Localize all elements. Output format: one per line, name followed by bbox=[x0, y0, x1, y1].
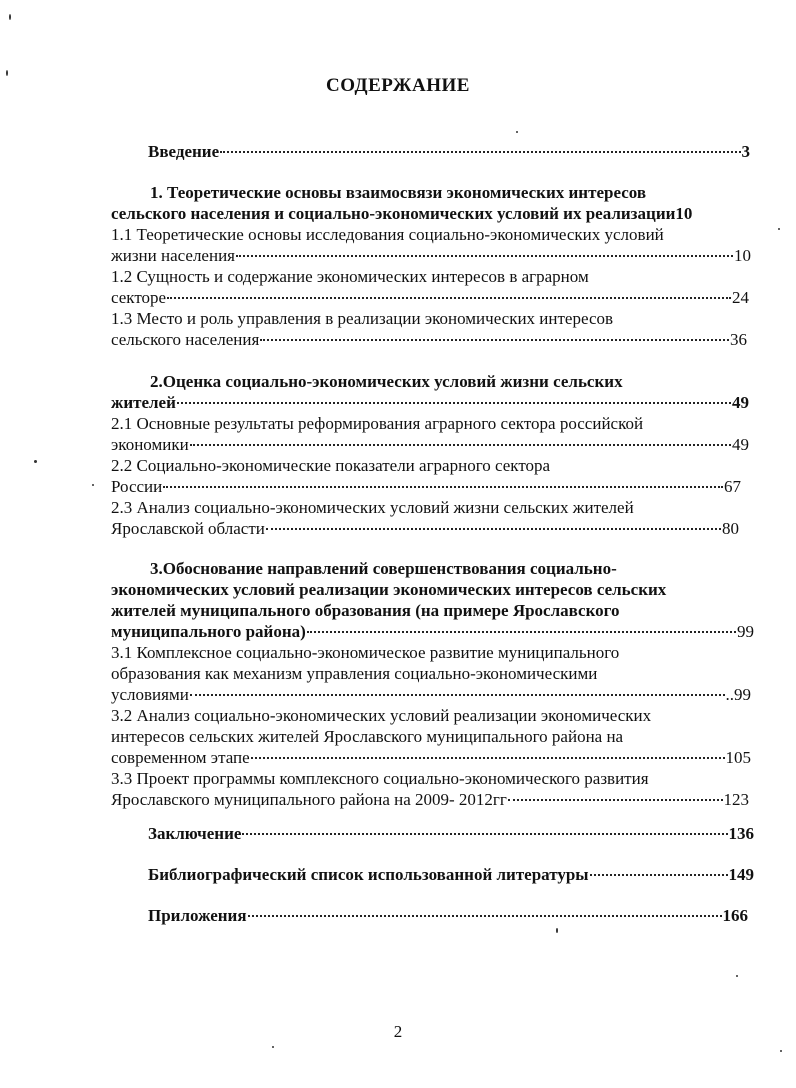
chapter-3-heading-line-4 bbox=[111, 621, 754, 642]
toc-entry-page: 149 bbox=[728, 865, 754, 884]
scan-speck bbox=[6, 70, 8, 76]
scan-speck bbox=[778, 228, 780, 230]
toc-entry-page: ..99 bbox=[725, 685, 751, 704]
section-1-3-line-1: 1.3 Место и роль управления в реализации экономических интересов bbox=[111, 309, 614, 328]
toc-entry-label: жизни населения bbox=[111, 246, 235, 265]
section-2-2-line-2 bbox=[111, 476, 741, 497]
section-2-1-line-1: 2.1 Основные результаты реформирования аграрного сектора российской bbox=[111, 414, 644, 433]
page-title: СОДЕРЖАНИЕ bbox=[326, 75, 470, 96]
dot-leader bbox=[242, 833, 727, 835]
chapter-3-heading-line-3: жителей муниципального образования (на примере Ярославского bbox=[111, 601, 620, 620]
section-3-1-line-3 bbox=[111, 684, 751, 705]
section-3-2-line-1: 3.2 Анализ социально-экономических условий реализации экономических bbox=[111, 706, 652, 725]
dot-leader bbox=[236, 255, 733, 257]
toc-entry-page: 49 bbox=[732, 393, 749, 412]
toc-entry-label: муниципального района) bbox=[111, 622, 306, 641]
section-1-3-line-2 bbox=[111, 329, 747, 350]
toc-entry-label: современном этапе bbox=[111, 748, 250, 767]
dot-leader bbox=[163, 486, 723, 488]
section-1-2-line-1: 1.2 Сущность и содержание экономических интересов в аграрном bbox=[111, 267, 589, 286]
toc-entry-page: 166 bbox=[722, 906, 748, 925]
chapter-2-heading-line-1: 2.Оценка социально-экономических условий жизни сельских bbox=[150, 372, 623, 391]
toc-entry-label: экономики bbox=[111, 435, 189, 454]
section-2-2-line-1: 2.2 Социально-экономические показатели аграрного сектора bbox=[111, 456, 551, 475]
chapter-3-heading-line-1: 3.Обоснование направлений совершенствования социально- bbox=[150, 559, 617, 578]
scan-speck bbox=[780, 1050, 782, 1052]
scan-speck bbox=[516, 131, 518, 133]
section-2-3-line-1: 2.3 Анализ социально-экономических условий жизни сельских жителей bbox=[111, 498, 634, 517]
dot-leader bbox=[307, 631, 736, 633]
section-3-2-line-2: интересов сельских жителей Ярославского муниципального района на bbox=[111, 727, 624, 746]
section-3-1-line-1: 3.1 Комплексное социально-экономическое развитие муниципального bbox=[111, 643, 620, 662]
toc-entry-page: 49 bbox=[732, 435, 749, 454]
toc-entry-page: 67 bbox=[724, 477, 741, 496]
toc-entry-conclusion bbox=[148, 823, 754, 844]
section-1-2-line-2 bbox=[111, 287, 749, 308]
section-1-1-line-2 bbox=[111, 245, 751, 266]
page-number: 2 bbox=[393, 1022, 403, 1041]
toc-entry-page: 10 bbox=[734, 246, 751, 265]
chapter-2-heading-line-2 bbox=[111, 392, 749, 413]
scan-speck bbox=[556, 928, 558, 933]
section-3-1-line-2: образования как механизм управления социально-экономическими bbox=[111, 664, 598, 683]
toc-entry-label: Введение bbox=[148, 142, 220, 161]
chapter-1-heading-line-1: 1. Теоретические основы взаимосвязи экономических интересов bbox=[150, 183, 646, 202]
toc-entry-page: 10 bbox=[675, 204, 693, 223]
toc-entry-introduction bbox=[148, 141, 750, 162]
section-2-1-line-2 bbox=[111, 434, 749, 455]
toc-entry-label: сельского населения и социально-экономических условий их реализации bbox=[111, 204, 676, 223]
section-3-3-line-1: 3.3 Проект программы комплексного социально-экономического развития bbox=[111, 769, 649, 788]
scan-speck bbox=[736, 975, 738, 977]
toc-entry-label: Заключение bbox=[148, 824, 242, 843]
toc-entry-label: секторе bbox=[111, 288, 167, 307]
scan-speck bbox=[34, 460, 37, 463]
toc-entry-page: 36 bbox=[730, 330, 747, 349]
scan-speck bbox=[92, 484, 94, 486]
section-3-2-line-3 bbox=[111, 747, 751, 768]
toc-entry-page: 80 bbox=[722, 519, 739, 538]
dot-leader bbox=[508, 799, 723, 801]
dot-leader bbox=[248, 915, 722, 917]
dot-leader bbox=[177, 402, 731, 404]
section-3-3-line-2 bbox=[111, 789, 749, 810]
scan-speck bbox=[9, 14, 11, 20]
toc-entry-label: сельского населения bbox=[111, 330, 260, 349]
dot-leader bbox=[251, 757, 725, 759]
toc-entry-page: 136 bbox=[728, 824, 754, 843]
toc-entry-label: Приложения bbox=[148, 906, 247, 925]
toc-entry-appendix bbox=[148, 905, 748, 926]
toc-entry-page: 99 bbox=[737, 622, 754, 641]
toc-entry-label: условиями bbox=[111, 685, 189, 704]
toc-entry-page: 24 bbox=[732, 288, 749, 307]
toc-entry-label: России bbox=[111, 477, 163, 496]
toc-entry-label: Библиографический список использованной литературы bbox=[148, 865, 589, 884]
dot-leader bbox=[266, 528, 721, 530]
toc-entry-page: 105 bbox=[725, 748, 751, 767]
dot-leader bbox=[167, 297, 731, 299]
chapter-3-heading-line-2: экономических условий реализации экономических интересов сельских bbox=[111, 580, 667, 599]
toc-entry-page: 3 bbox=[741, 142, 750, 161]
section-2-3-line-2 bbox=[111, 518, 739, 539]
toc-entry-label: жителей bbox=[111, 393, 176, 412]
toc-entry-label: Ярославского муниципального района на 2009- 2012гг bbox=[111, 790, 507, 809]
toc-entry-page: 123 bbox=[723, 790, 749, 809]
dot-leader bbox=[220, 151, 740, 153]
dot-leader bbox=[590, 874, 728, 876]
scan-speck bbox=[272, 1046, 274, 1048]
dot-leader bbox=[190, 694, 725, 696]
chapter-1-heading-line-2 bbox=[111, 203, 751, 224]
dot-leader bbox=[190, 444, 731, 446]
section-1-1-line-1: 1.1 Теоретические основы исследования социально-экономических условий bbox=[111, 225, 664, 244]
toc-entry-bibliography bbox=[148, 864, 754, 885]
dot-leader bbox=[260, 339, 729, 341]
toc-entry-label: Ярославской области bbox=[111, 519, 265, 538]
